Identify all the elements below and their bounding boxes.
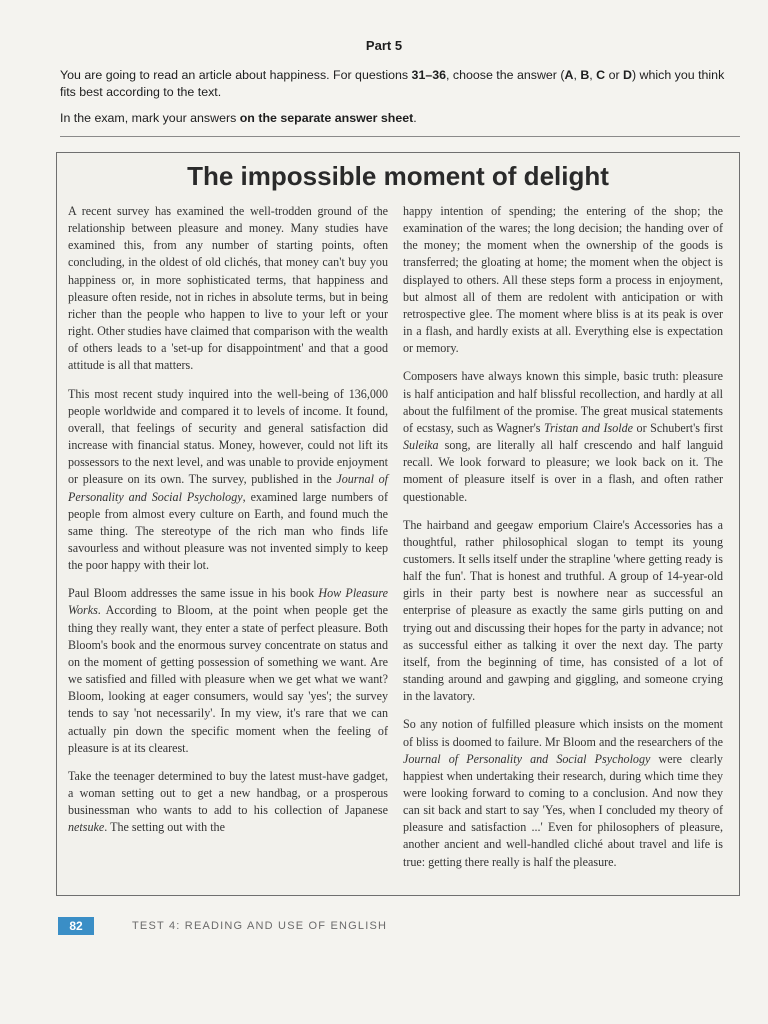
paragraph-text: This most recent study inquired into the well-being of 136,000 people worldwide and compared it to levels of income. It found, overall, that feelings of security and general satisfaction did increase with financial status. Money, however, could not lift its possessors to the next level, and was unable to provide enjoyment or pleasure on its own. The survey, published in the — [68, 386, 388, 487]
paragraph-4-end — [403, 203, 723, 357]
journal-title: Journal of Personality and Social Psychology — [403, 751, 651, 766]
paragraph-5 — [403, 368, 723, 505]
paragraph-text: were clearly happiest when undertaking their research, during which time they were looking forward to coming to a conclusion. And now they can sit back and start to say 'Yes, when I concluded my theory of pleasure and satisfaction ...' Even for philosophers of pleasure, another ancient and well-handled cliché about travel and life is true: getting there really is half the pleasure. — [403, 751, 723, 869]
journal-title: Journal of Personality and Social Psychology — [68, 472, 388, 504]
instruction-question-range: You are going to read an article about happiness. For questions 31–36, choose the answer (A, B, C or D) which you think fits best according to the text. — [60, 68, 725, 99]
instruction-text: , choose the answer ( — [446, 68, 565, 82]
italic-term: netsuke — [68, 820, 105, 835]
song-title: Suleika — [403, 438, 439, 453]
page-number: 82 — [58, 917, 94, 935]
instruction-text: . — [413, 111, 417, 125]
paragraph-text: Take the teenager determined to buy the latest must-have gadget, a woman setting out to get a new handbag, or a prosperous businessman who wants to add to his collection of Japanese — [68, 768, 388, 818]
paragraph-text: happy intention of spending; the entering of the shop; the examination of the wares; the long decision; the handing over of the money; the moment when the ownership of the goods is transferred; the gloating at home; the moment when the object is displayed to others. All these steps form a process in enjoyment, but almost all of them are redolent with anticipation or with retrospective glee. The moment where bliss is at its peak is over in a flash, and hardly exists at all. Everything else is expectation or memory. — [403, 204, 723, 356]
option-c: C — [596, 68, 606, 82]
question-range: 31–36 — [411, 68, 447, 82]
paragraph-text: , examined large numbers of people from almost every culture on Earth, and found much the same thing. The stereotype of the rich man who finds life savourless and without pleasure was not invented simply to keep the poor happy with their lot. — [68, 489, 388, 573]
page-footer — [58, 916, 387, 936]
instruction-text: In the exam, mark your answers — [60, 111, 240, 125]
book-title: How Pleasure Works — [68, 586, 388, 618]
opera-title: Tristan and Isolde — [544, 420, 634, 435]
part-title: Part 5 — [365, 38, 403, 53]
paragraph-text: Paul Bloom addresses the same issue in his book — [68, 586, 319, 601]
article-title: The impossible moment of delight — [187, 161, 609, 191]
instruction-text: ) which you think fits best according to the text. — [60, 68, 725, 99]
instructions — [60, 67, 740, 136]
instruction-text: You are going to read an article about happiness. For questions — [60, 68, 412, 82]
paragraph-text: Composers have always known this simple, basic truth: pleasure is half anticipation and half blissful recollection, and hardly at all about the fulfilment of the promise. The great musical statements of ecstasy, such as Wagner's — [403, 369, 723, 435]
paragraph-6: The hairband and geegaw emporium Claire's Accessories has a thoughtful, rather philosophical slogan to tempt its young customers. It sells itself under the strapline 'where getting ready is half the fun'. That is honest and truthful. A group of 14-year-old girls in their party best is nowhere near as successful an enterprise of pleasure as exactly the same girls putting on and trying out and discussing their hopes for the party in advance; not as successful either as talking it over the next day. The party itself, from the beginning of time, has consisted of a lot of standing around and gawping and giggling, and someone crying in the lavatory. — [403, 517, 723, 704]
option-b: B — [580, 68, 590, 82]
paragraph-text: . According to Bloom, at the point when people get the thing they really want, they enter a state of perfect pleasure. Both Bloom's book and the enormous survey concentrate on status and on the moment of getting possession of something we want. Are we satisfied and filled with pleasure when we get what we want? Bloom, looking at eager consumers, would say 'yes'; the survey tends to say 'not necessarily'. In my view, it's rare that we can actually pin down the specific moment when the feeling of pleasure is at its clearest. — [68, 603, 388, 755]
article-column-right — [403, 203, 723, 882]
paragraph-3 — [68, 585, 388, 757]
paragraph-2 — [68, 386, 388, 575]
answer-sheet-emphasis: on the separate answer sheet — [239, 111, 414, 125]
paragraph-text: or Schubert's first — [633, 420, 723, 435]
option-a: A — [564, 68, 574, 82]
article-box — [56, 152, 740, 896]
section-label: TEST 4: READING AND USE OF ENGLISH — [132, 920, 388, 932]
paragraph-4-start — [68, 768, 388, 837]
instruction-answer-sheet — [60, 110, 740, 127]
article-column-left — [68, 203, 388, 847]
option-d: D — [623, 68, 632, 82]
paragraph-1: A recent survey has examined the well-trodden ground of the relationship between pleasure and money. Many studies have examined this, from any number of starting points, often concluding, in the oldest of old clichés, that money can't buy you happiness or, in more sophisticated terms, that happiness and pleasure often reside, not in riches in absolute terms, but in being richer than the people who happen to live to your left or your right. Other studies have claimed that comparison with the wealth of others leads to a 'set-up for disappointment' and that a good attitude is all that matters. — [68, 204, 388, 373]
paragraph-7 — [403, 716, 723, 870]
divider — [60, 136, 740, 137]
paragraph-text-continued: . The setting out with the — [104, 820, 225, 835]
paragraph-text: So any notion of fulfilled pleasure which insists on the moment of bliss is doomed to failure. Mr Bloom and the researchers of the — [403, 717, 723, 749]
paragraph-text: song, are literally all half crescendo and half languid recall. We look forward to pleasure; we look back on it. The moment of pleasure itself is over in a flash, and often rather questionable. — [403, 438, 723, 504]
